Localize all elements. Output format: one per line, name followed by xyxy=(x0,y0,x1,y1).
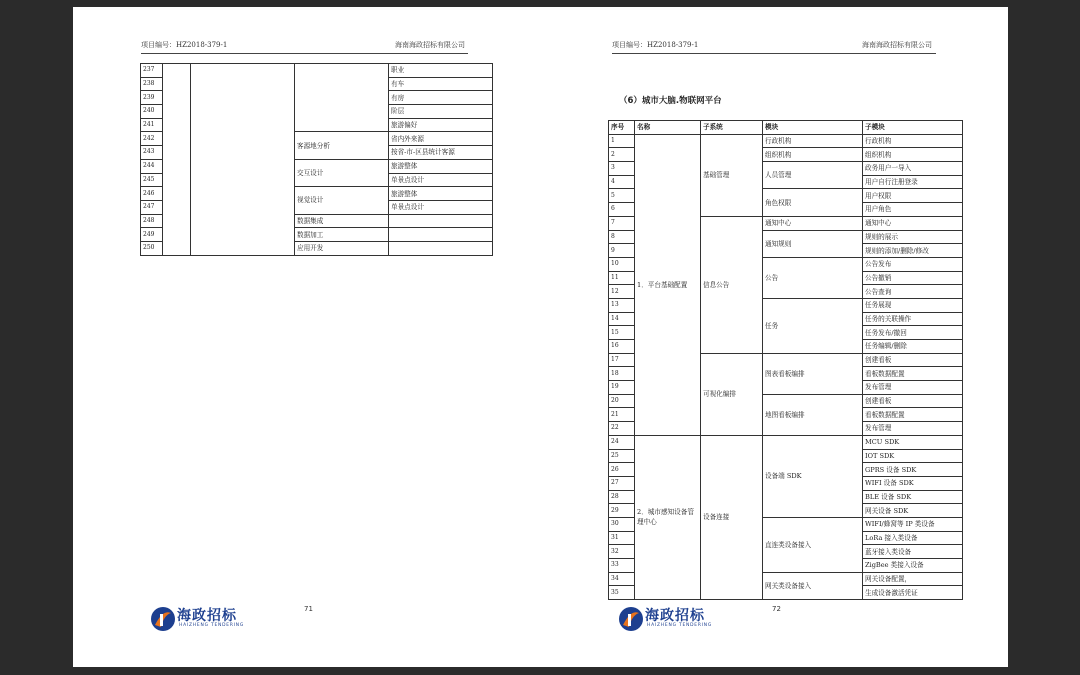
submodule-cell: 用户自行注册登录 xyxy=(863,175,963,189)
submodule-cell: 单景点设计 xyxy=(389,200,493,214)
name-cell xyxy=(163,64,191,256)
row-number: 26 xyxy=(609,463,635,477)
row-number: 35 xyxy=(609,586,635,600)
row-number: 32 xyxy=(609,545,635,559)
submodule-cell: 旅游偏好 xyxy=(389,118,493,132)
row-number: 250 xyxy=(141,241,163,255)
name-cell: 1．平台基础配置 xyxy=(635,134,701,435)
module-cell: 设备端 SDK xyxy=(763,435,863,517)
row-number: 238 xyxy=(141,77,163,91)
submodule-cell: 有车 xyxy=(389,77,493,91)
submodule-cell: 公告发布 xyxy=(863,257,963,271)
row-number: 29 xyxy=(609,504,635,518)
row-number: 7 xyxy=(609,216,635,230)
submodule-cell: 蓝牙接入类设备 xyxy=(863,545,963,559)
module-cell: 交互设计 xyxy=(295,159,389,186)
submodule-cell: 旅游整体 xyxy=(389,159,493,173)
column-header: 序号 xyxy=(609,121,635,135)
row-number: 242 xyxy=(141,132,163,146)
row-number: 3 xyxy=(609,162,635,176)
submodule-cell: 任务编辑/删除 xyxy=(863,340,963,354)
row-number: 28 xyxy=(609,490,635,504)
table-row xyxy=(609,134,963,148)
submodule-cell: 网关设备 SDK xyxy=(863,504,963,518)
row-number: 31 xyxy=(609,531,635,545)
submodule-cell: IOT SDK xyxy=(863,449,963,463)
row-number: 1 xyxy=(609,134,635,148)
table-header-row xyxy=(609,121,963,135)
submodule-cell: 公告撤销 xyxy=(863,271,963,285)
column-header: 模块 xyxy=(763,121,863,135)
submodule-cell: 规则的添加/删除/修改 xyxy=(863,244,963,258)
submodule-cell: 生成设备激活凭证 xyxy=(863,586,963,600)
column-header: 子系统 xyxy=(701,121,763,135)
subsystem-cell: 可视化编排 xyxy=(701,353,763,435)
row-number: 243 xyxy=(141,146,163,160)
row-number: 19 xyxy=(609,381,635,395)
logo-subtext: HAIZHENG TENDERING xyxy=(647,623,713,628)
row-number: 248 xyxy=(141,214,163,228)
submodule-cell: 看板数据配置 xyxy=(863,367,963,381)
module-cell: 公告 xyxy=(763,257,863,298)
module-cell: 客源地分析 xyxy=(295,132,389,159)
module-cell: 任务 xyxy=(763,298,863,353)
module-cell: 地图看板编排 xyxy=(763,394,863,435)
right-page xyxy=(541,7,1008,667)
logo-mark-icon xyxy=(617,605,645,633)
row-number: 24 xyxy=(609,435,635,449)
header-company: 海南海政招标有限公司 xyxy=(395,41,465,49)
module-cell: 通知中心 xyxy=(763,216,863,230)
row-number: 22 xyxy=(609,422,635,436)
row-number: 240 xyxy=(141,105,163,119)
submodule-cell: 网关设备配置， xyxy=(863,572,963,586)
module-cell: 应用开发 xyxy=(295,241,389,255)
submodule-cell: ZigBee 类接入设备 xyxy=(863,559,963,573)
row-number: 4 xyxy=(609,175,635,189)
row-number: 27 xyxy=(609,476,635,490)
row-number: 15 xyxy=(609,326,635,340)
row-number: 5 xyxy=(609,189,635,203)
submodule-cell: 规则的展示 xyxy=(863,230,963,244)
company-logo xyxy=(617,605,727,633)
submodule-cell: 政务用户一导入 xyxy=(863,162,963,176)
row-number: 8 xyxy=(609,230,635,244)
left-page xyxy=(73,7,540,667)
header-rule xyxy=(141,53,468,54)
row-number: 18 xyxy=(609,367,635,381)
row-number: 246 xyxy=(141,187,163,201)
logo-text: 海政招标 xyxy=(645,608,705,624)
row-number: 249 xyxy=(141,228,163,242)
submodule-cell: MCU SDK xyxy=(863,435,963,449)
submodule-cell: 创建看板 xyxy=(863,353,963,367)
subsystem-cell: 设备连接 xyxy=(701,435,763,599)
submodule-cell: 看板数据配置 xyxy=(863,408,963,422)
module-cell xyxy=(295,64,389,132)
submodule-cell: 按省-市-区县统计客源 xyxy=(389,146,493,160)
subsystem-cell: 基础管理 xyxy=(701,134,763,216)
submodule-cell: 创建看板 xyxy=(863,394,963,408)
header-project-number: 项目编号：HZ2018-379-1 xyxy=(612,41,699,49)
logo-subtext: HAIZHENG TENDERING xyxy=(179,623,245,628)
logo-text: 海政招标 xyxy=(177,608,237,624)
submodule-cell: 有房 xyxy=(389,91,493,105)
row-number: 20 xyxy=(609,394,635,408)
submodule-cell: 阶层 xyxy=(389,105,493,119)
submodule-cell xyxy=(389,214,493,228)
submodule-cell: 旅游整体 xyxy=(389,187,493,201)
column-header: 名称 xyxy=(635,121,701,135)
right-table xyxy=(608,120,963,600)
submodule-cell: 组织机构 xyxy=(863,148,963,162)
row-number: 14 xyxy=(609,312,635,326)
table-row xyxy=(609,435,963,449)
submodule-cell: 通知中心 xyxy=(863,216,963,230)
page-number: 72 xyxy=(772,605,781,613)
submodule-cell: 发布管理 xyxy=(863,422,963,436)
row-number: 11 xyxy=(609,271,635,285)
module-cell: 图表看板编排 xyxy=(763,353,863,394)
section-title: （6）城市大脑.物联网平台 xyxy=(619,96,722,106)
page-number: 71 xyxy=(304,605,313,613)
submodule-cell: 用户角色 xyxy=(863,203,963,217)
logo-mark-icon xyxy=(149,605,177,633)
row-number: 33 xyxy=(609,559,635,573)
row-number: 16 xyxy=(609,340,635,354)
row-number: 34 xyxy=(609,572,635,586)
row-number: 237 xyxy=(141,64,163,78)
submodule-cell: 职业 xyxy=(389,64,493,78)
row-number: 17 xyxy=(609,353,635,367)
module-cell: 人员管理 xyxy=(763,162,863,189)
row-number: 9 xyxy=(609,244,635,258)
submodule-cell: 用户权限 xyxy=(863,189,963,203)
submodule-cell: WIFI 设备 SDK xyxy=(863,476,963,490)
submodule-cell: 任务发布/撤回 xyxy=(863,326,963,340)
submodule-cell: 单景点设计 xyxy=(389,173,493,187)
submodule-cell: 省内外来源 xyxy=(389,132,493,146)
submodule-cell: 公告查询 xyxy=(863,285,963,299)
subsystem-cell: 信息公告 xyxy=(701,216,763,353)
submodule-cell: 任务的关联操作 xyxy=(863,312,963,326)
submodule-cell: 任务展现 xyxy=(863,298,963,312)
row-number: 13 xyxy=(609,298,635,312)
column-header: 子模块 xyxy=(863,121,963,135)
submodule-cell: LoRa 接入类设备 xyxy=(863,531,963,545)
row-number: 241 xyxy=(141,118,163,132)
table-row xyxy=(141,64,493,78)
document-sheet xyxy=(73,7,1008,667)
module-cell: 视觉设计 xyxy=(295,187,389,214)
submodule-cell: WIFI/蜂窝等 IP 类设备 xyxy=(863,517,963,531)
company-logo xyxy=(149,605,259,633)
module-cell: 行政机构 xyxy=(763,134,863,148)
row-number: 239 xyxy=(141,91,163,105)
submodule-cell: 行政机构 xyxy=(863,134,963,148)
module-cell: 直连类设备接入 xyxy=(763,517,863,572)
submodule-cell: 发布管理 xyxy=(863,381,963,395)
submodule-cell xyxy=(389,241,493,255)
module-cell: 组织机构 xyxy=(763,148,863,162)
module-cell: 角色权限 xyxy=(763,189,863,216)
row-number: 2 xyxy=(609,148,635,162)
left-table xyxy=(140,63,493,256)
submodule-cell: GPRS 设备 SDK xyxy=(863,463,963,477)
row-number: 25 xyxy=(609,449,635,463)
row-number: 247 xyxy=(141,200,163,214)
name-cell: 2．城市感知设备管理中心 xyxy=(635,435,701,599)
submodule-cell: BLE 设备 SDK xyxy=(863,490,963,504)
submodule-cell xyxy=(389,228,493,242)
header-company: 海南海政招标有限公司 xyxy=(862,41,932,49)
row-number: 244 xyxy=(141,159,163,173)
module-cell: 数据集成 xyxy=(295,214,389,228)
row-number: 21 xyxy=(609,408,635,422)
row-number: 245 xyxy=(141,173,163,187)
module-cell: 网关类设备接入 xyxy=(763,572,863,599)
row-number: 6 xyxy=(609,203,635,217)
header-project-number: 项目编号：HZ2018-379-1 xyxy=(141,41,228,49)
header-rule xyxy=(612,53,936,54)
subsystem-cell xyxy=(191,64,295,256)
row-number: 12 xyxy=(609,285,635,299)
module-cell: 数据加工 xyxy=(295,228,389,242)
row-number: 30 xyxy=(609,517,635,531)
row-number: 10 xyxy=(609,257,635,271)
module-cell: 通知规则 xyxy=(763,230,863,257)
